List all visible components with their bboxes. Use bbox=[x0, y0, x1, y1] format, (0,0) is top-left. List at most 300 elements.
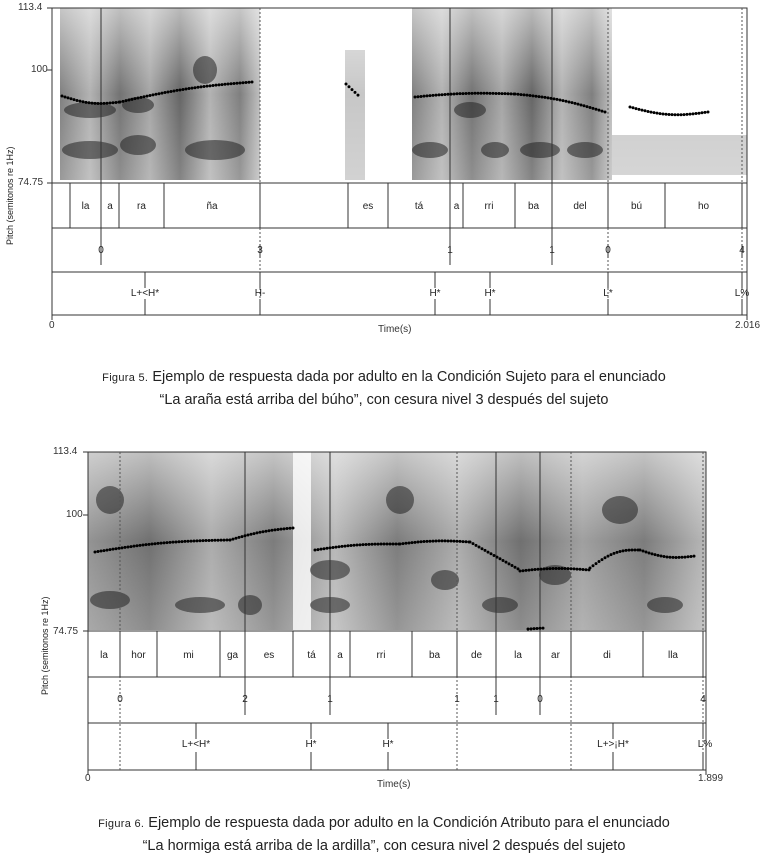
pitch-point bbox=[143, 95, 146, 98]
pitch-point bbox=[341, 545, 344, 548]
pitch-point bbox=[142, 544, 145, 547]
break-index: 1 bbox=[549, 245, 555, 256]
pitch-point bbox=[386, 542, 389, 545]
pitch-point bbox=[199, 539, 202, 542]
pitch-point bbox=[350, 544, 353, 547]
y-tick-top: 113.4 bbox=[18, 2, 43, 13]
pitch-point bbox=[550, 97, 553, 100]
pitch-point bbox=[613, 552, 616, 555]
pitch-point bbox=[353, 544, 356, 547]
pitch-point bbox=[438, 539, 441, 542]
pitch-point bbox=[453, 92, 456, 95]
pitch-point bbox=[441, 539, 444, 542]
pitch-point bbox=[535, 95, 538, 98]
pitch-point bbox=[251, 81, 254, 84]
pitch-point bbox=[399, 543, 402, 546]
pitch-point bbox=[517, 93, 520, 96]
pitch-point bbox=[567, 567, 570, 570]
pitch-point bbox=[206, 85, 209, 88]
pitch-point bbox=[221, 83, 224, 86]
pitch-point bbox=[188, 87, 191, 90]
pitch-point bbox=[693, 555, 696, 558]
pitch-point bbox=[547, 96, 550, 99]
pitch-point bbox=[647, 110, 650, 113]
pitch-point bbox=[541, 95, 544, 98]
pitch-point bbox=[586, 105, 589, 108]
pitch-point bbox=[127, 545, 130, 548]
pitch-point bbox=[465, 540, 468, 543]
pitch-point bbox=[656, 112, 659, 115]
pitch-point bbox=[628, 549, 631, 552]
pitch-point bbox=[502, 559, 505, 562]
pitch-point bbox=[681, 556, 684, 559]
pitch-point bbox=[471, 92, 474, 95]
tone-label: H* bbox=[305, 739, 317, 750]
pitch-point bbox=[496, 556, 499, 559]
pitch-point bbox=[137, 97, 140, 100]
pitch-point bbox=[347, 544, 350, 547]
pitch-point bbox=[229, 539, 232, 542]
tone-label: L* bbox=[603, 288, 613, 299]
pitch-point bbox=[654, 553, 657, 556]
pitch-point bbox=[277, 528, 280, 531]
pitch-point bbox=[140, 96, 143, 99]
pitch-point bbox=[604, 111, 607, 114]
y-tick-bottom: 74.75 bbox=[53, 626, 79, 637]
pitch-point bbox=[212, 84, 215, 87]
pitch-point bbox=[493, 554, 496, 557]
pitch-point bbox=[533, 627, 536, 630]
tone-label: L% bbox=[697, 739, 713, 750]
pitch-point bbox=[314, 549, 317, 552]
pitch-point bbox=[265, 530, 268, 533]
pitch-point bbox=[152, 93, 155, 96]
word-label: ga bbox=[226, 650, 239, 661]
pitch-point bbox=[657, 554, 660, 557]
pitch-point bbox=[468, 92, 471, 95]
pitch-point bbox=[166, 541, 169, 544]
pitch-point bbox=[659, 112, 662, 115]
pitch-point bbox=[208, 539, 211, 542]
tone-ticks bbox=[101, 244, 742, 315]
pitch-point bbox=[103, 102, 106, 105]
word-label: es bbox=[362, 201, 374, 212]
pitch-point bbox=[543, 567, 546, 570]
pitch-point bbox=[651, 552, 654, 555]
pitch-point bbox=[619, 550, 622, 553]
pitch-point bbox=[553, 97, 556, 100]
pitch-point bbox=[622, 549, 625, 552]
pitch-point bbox=[112, 548, 115, 551]
pitch-point bbox=[555, 567, 558, 570]
caption-number: Figura 6. bbox=[98, 818, 145, 830]
pitch-point bbox=[653, 111, 656, 114]
pitch-point bbox=[88, 101, 91, 104]
pitch-point bbox=[561, 567, 564, 570]
pitch-point bbox=[526, 94, 529, 97]
pitch-point bbox=[329, 546, 332, 549]
break-index: 3 bbox=[257, 245, 263, 256]
word-label: rri bbox=[376, 650, 386, 661]
pitch-point bbox=[505, 561, 508, 564]
pitch-point bbox=[687, 555, 690, 558]
pitch-point bbox=[683, 113, 686, 116]
pitch-point bbox=[226, 539, 229, 542]
pitch-point bbox=[157, 542, 160, 545]
pitch-point bbox=[417, 95, 420, 98]
pitch-point bbox=[348, 85, 351, 88]
pitch-point bbox=[262, 530, 265, 533]
pitch-point bbox=[530, 627, 533, 630]
pitch-point bbox=[139, 544, 142, 547]
pitch-point bbox=[146, 95, 149, 98]
x-end-label: 2.016 bbox=[735, 320, 761, 331]
pitch-point bbox=[595, 108, 598, 111]
pitch-point bbox=[531, 568, 534, 571]
break-index: 1 bbox=[447, 245, 453, 256]
pitch-point bbox=[158, 92, 161, 95]
pitch-point bbox=[589, 567, 592, 570]
pitch-point bbox=[601, 110, 604, 113]
pitch-point bbox=[540, 568, 543, 571]
pitch-point bbox=[589, 106, 592, 109]
pitch-point bbox=[175, 540, 178, 543]
break-index: 4 bbox=[700, 694, 706, 705]
pitch-point bbox=[426, 540, 429, 543]
pitch-point bbox=[176, 89, 179, 92]
pitch-point bbox=[323, 547, 326, 550]
pitch-point bbox=[236, 82, 239, 85]
pitch-point bbox=[133, 545, 136, 548]
pitch-point bbox=[426, 94, 429, 97]
break-index: 0 bbox=[98, 245, 104, 256]
word-label: lla bbox=[667, 650, 678, 661]
pitch-point bbox=[170, 90, 173, 93]
pitch-point bbox=[283, 527, 286, 530]
pitch-point bbox=[519, 570, 522, 573]
pitch-point bbox=[639, 549, 642, 552]
y-tick-mid: 100 bbox=[66, 509, 83, 520]
pitch-point bbox=[523, 93, 526, 96]
pitch-point bbox=[242, 81, 245, 84]
pitch-point bbox=[686, 113, 689, 116]
pitch-point bbox=[552, 567, 555, 570]
pitch-point bbox=[537, 568, 540, 571]
pitch-point bbox=[197, 86, 200, 89]
figure-6-praat-plot bbox=[0, 440, 768, 785]
pitch-point bbox=[100, 550, 103, 553]
figure-6-caption bbox=[0, 812, 768, 857]
pitch-point bbox=[529, 94, 532, 97]
pitch-point bbox=[202, 539, 205, 542]
caption-line-1: Ejemplo de respuesta dada por adulto en la Condición Atributo para el enunciado bbox=[148, 815, 670, 831]
pitch-point bbox=[417, 541, 420, 544]
pitch-point bbox=[483, 92, 486, 95]
pitch-point bbox=[94, 102, 97, 105]
pitch-point bbox=[665, 113, 668, 116]
pitch-point bbox=[447, 93, 450, 96]
pitch-point bbox=[453, 540, 456, 543]
caption-line-2: “La hormiga está arriba de la ardilla”, con cesura nivel 2 después del sujeto bbox=[142, 838, 626, 854]
pitch-point bbox=[480, 92, 483, 95]
pitch-point bbox=[577, 103, 580, 106]
pitch-point bbox=[441, 93, 444, 96]
pitch-point bbox=[274, 528, 277, 531]
pitch-point bbox=[268, 529, 271, 532]
pitch-point bbox=[79, 100, 82, 103]
pitch-point bbox=[320, 548, 323, 551]
break-index: 0 bbox=[537, 694, 543, 705]
pitch-point bbox=[607, 555, 610, 558]
word-label: la bbox=[100, 650, 108, 661]
pitch-point bbox=[662, 112, 665, 115]
figure-6 bbox=[0, 440, 768, 865]
pitch-point bbox=[115, 101, 118, 104]
pitch-point bbox=[450, 540, 453, 543]
pitch-point bbox=[462, 92, 465, 95]
pitch-point bbox=[672, 556, 675, 559]
pitch-point bbox=[462, 540, 465, 543]
pitch-point bbox=[680, 113, 683, 116]
pitch-point bbox=[238, 536, 241, 539]
pitch-point bbox=[585, 568, 588, 571]
pitch-point bbox=[182, 88, 185, 91]
pitch-point bbox=[389, 542, 392, 545]
word-label: mi bbox=[183, 650, 194, 661]
word-label: ba bbox=[527, 201, 540, 212]
pitch-point bbox=[164, 91, 167, 94]
pitch-point bbox=[592, 564, 595, 567]
pitch-point bbox=[631, 548, 634, 551]
pitch-point bbox=[583, 104, 586, 107]
pitch-point bbox=[151, 543, 154, 546]
pitch-point bbox=[704, 111, 707, 114]
pitch-point bbox=[486, 92, 489, 95]
pitch-point bbox=[604, 556, 607, 559]
pitch-point bbox=[562, 99, 565, 102]
pitch-point bbox=[616, 551, 619, 554]
pitch-point bbox=[472, 542, 475, 545]
pitch-point bbox=[232, 538, 235, 541]
pitch-point bbox=[475, 544, 478, 547]
pitch-point bbox=[154, 542, 157, 545]
pitch-point bbox=[635, 107, 638, 110]
pitch-point bbox=[172, 541, 175, 544]
pitch-point bbox=[701, 111, 704, 114]
break-index: 4 bbox=[739, 245, 745, 256]
pitch-point bbox=[677, 113, 680, 116]
pitch-point bbox=[429, 540, 432, 543]
figure-5-caption bbox=[0, 366, 768, 411]
pitch-point bbox=[184, 540, 187, 543]
pitch-point bbox=[91, 102, 94, 105]
pitch-point bbox=[638, 108, 641, 111]
pitch-point bbox=[374, 543, 377, 546]
y-axis-label: Pitch (semitonos re 1Hz) bbox=[5, 146, 15, 245]
y-tick-bottom: 74.75 bbox=[18, 177, 44, 188]
pitch-point bbox=[161, 92, 164, 95]
pitch-point bbox=[549, 567, 552, 570]
word-label: hor bbox=[131, 650, 146, 661]
tone-label: L+>¡H* bbox=[597, 739, 629, 750]
pitch-point bbox=[136, 544, 139, 547]
pitch-point bbox=[492, 92, 495, 95]
pitch-point bbox=[214, 539, 217, 542]
pitch-point bbox=[598, 560, 601, 563]
pitch-point bbox=[317, 548, 320, 551]
pitch-point bbox=[70, 97, 73, 100]
pitch-point bbox=[556, 98, 559, 101]
pitch-point bbox=[100, 102, 103, 105]
pitch-point bbox=[525, 569, 528, 572]
pitch-point bbox=[435, 539, 438, 542]
pitch-point bbox=[450, 93, 453, 96]
tone-label: L+<H* bbox=[130, 288, 160, 299]
pitch-point bbox=[230, 82, 233, 85]
break-index: 0 bbox=[605, 245, 611, 256]
pitch-point bbox=[598, 109, 601, 112]
pitch-point bbox=[67, 96, 70, 99]
pitch-point bbox=[256, 531, 259, 534]
pitch-point bbox=[193, 539, 196, 542]
pitch-point bbox=[508, 562, 511, 565]
word-label: ar bbox=[551, 650, 560, 661]
pitch-point bbox=[356, 544, 359, 547]
pitch-point bbox=[456, 540, 459, 543]
pitch-point bbox=[504, 92, 507, 95]
pitch-point bbox=[223, 539, 226, 542]
pitch-point bbox=[118, 547, 121, 550]
pitch-point bbox=[344, 545, 347, 548]
pitch-point bbox=[148, 543, 151, 546]
pitch-point bbox=[73, 98, 76, 101]
pitch-point bbox=[332, 546, 335, 549]
pitch-point bbox=[432, 94, 435, 97]
pitch-point bbox=[85, 101, 88, 104]
pitch-point bbox=[438, 93, 441, 96]
pitch-point bbox=[707, 111, 710, 114]
pitch-point bbox=[64, 95, 67, 98]
pitch-point bbox=[392, 542, 395, 545]
pitch-point bbox=[432, 540, 435, 543]
pitch-point bbox=[487, 551, 490, 554]
word-label: la bbox=[81, 201, 90, 212]
word-label: es bbox=[263, 650, 275, 661]
pitch-point bbox=[423, 540, 426, 543]
pitch-point bbox=[185, 88, 188, 91]
word-label: ra bbox=[137, 201, 146, 212]
word-label: tá bbox=[414, 201, 424, 212]
pitch-point bbox=[478, 546, 481, 549]
pitch-point bbox=[173, 89, 176, 92]
pitch-point bbox=[559, 99, 562, 102]
pitch-point bbox=[459, 92, 462, 95]
pitch-point bbox=[499, 557, 502, 560]
pitch-point bbox=[124, 546, 127, 549]
pitch-point bbox=[538, 95, 541, 98]
pitch-point bbox=[109, 548, 112, 551]
tone-label: L% bbox=[734, 288, 750, 299]
pitch-point bbox=[601, 558, 604, 561]
pitch-point bbox=[194, 86, 197, 89]
pitch-point bbox=[119, 101, 122, 104]
figure-5-praat-plot bbox=[0, 0, 768, 340]
pitch-point bbox=[203, 85, 206, 88]
pitch-point bbox=[76, 99, 79, 102]
pitch-point bbox=[103, 549, 106, 552]
pitch-point bbox=[155, 93, 158, 96]
pitch-point bbox=[190, 540, 193, 543]
word-label: a bbox=[107, 201, 113, 212]
pitch-point bbox=[469, 541, 472, 544]
pitch-point bbox=[115, 547, 118, 550]
x-axis-label: Time(s) bbox=[378, 324, 412, 335]
pitch-point bbox=[489, 92, 492, 95]
pitch-point bbox=[570, 567, 573, 570]
tone-label: H- bbox=[254, 288, 266, 299]
pitch-point bbox=[528, 569, 531, 572]
pitch-point bbox=[666, 555, 669, 558]
pitch-point bbox=[564, 567, 567, 570]
pitch-point bbox=[641, 109, 644, 112]
pitch-point bbox=[634, 548, 637, 551]
pitch-point bbox=[247, 534, 250, 537]
y-tick-top: 113.4 bbox=[53, 446, 78, 457]
pitch-point bbox=[481, 547, 484, 550]
pitch-point bbox=[244, 534, 247, 537]
figure-5 bbox=[0, 0, 768, 420]
x-end-label: 1.899 bbox=[698, 773, 724, 784]
pitch-point bbox=[106, 102, 109, 105]
pitch-point bbox=[160, 542, 163, 545]
pitch-point bbox=[245, 81, 248, 84]
break-index: 1 bbox=[454, 694, 460, 705]
pitch-point bbox=[642, 550, 645, 553]
caption-number: Figura 5. bbox=[102, 372, 149, 384]
pitch-point bbox=[187, 540, 190, 543]
pitch-point bbox=[669, 556, 672, 559]
word-label: rri bbox=[484, 201, 494, 212]
pitch-point bbox=[580, 103, 583, 106]
pitch-point bbox=[131, 98, 134, 101]
pitch-point bbox=[211, 539, 214, 542]
pitch-point bbox=[235, 537, 238, 540]
tone-label: H* bbox=[484, 288, 496, 299]
pitch-point bbox=[196, 539, 199, 542]
pitch-point bbox=[477, 92, 480, 95]
pitch-point bbox=[648, 551, 651, 554]
pitch-point bbox=[224, 83, 227, 86]
pitch-point bbox=[411, 541, 414, 544]
pitch-point bbox=[163, 541, 166, 544]
pitch-point bbox=[145, 543, 148, 546]
pitch-point bbox=[191, 87, 194, 90]
pitch-point bbox=[558, 567, 561, 570]
pitch-point bbox=[447, 539, 450, 542]
pitch-point bbox=[532, 94, 535, 97]
pitch-point bbox=[582, 568, 585, 571]
pitch-point bbox=[121, 546, 124, 549]
caption-line-2: “La araña está arriba del búho”, con cesura nivel 3 después del sujeto bbox=[159, 392, 609, 408]
pitch-point bbox=[660, 555, 663, 558]
pitch-point bbox=[546, 567, 549, 570]
word-label: ña bbox=[206, 201, 218, 212]
pitch-point bbox=[383, 543, 386, 546]
pitch-point bbox=[178, 540, 181, 543]
pitch-point bbox=[149, 94, 152, 97]
word-label: ba bbox=[428, 650, 441, 661]
pitch-point bbox=[362, 543, 365, 546]
